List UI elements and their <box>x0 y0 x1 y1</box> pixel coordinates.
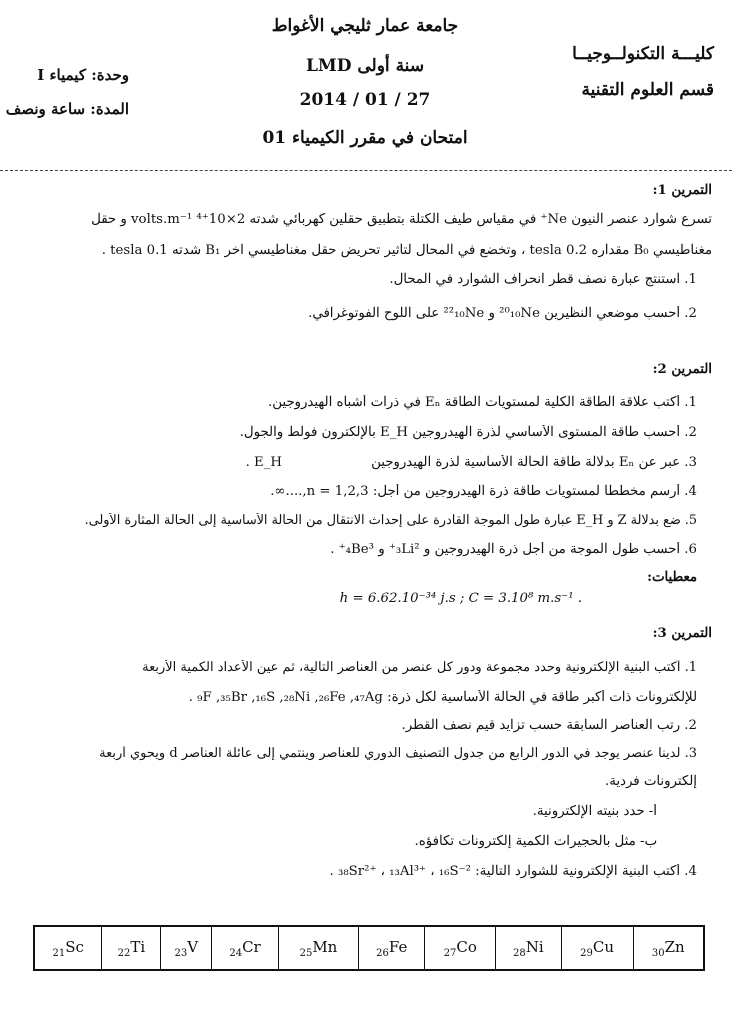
exercise-2-question-5: 5. ضع بدلالة Z و E_H عبارة طول الموجة القادرة على إحداث الانتقال من الحالة الأساسية إلى الحالة المثارة الأولى. <box>84 513 697 528</box>
exercise-2-question-6: 6. أحسب طول الموجة من أجل ذرة الهيدروجين و ₃Li²⁺ و ₄Be³⁺ . <box>330 542 697 557</box>
element-symbol: Cr <box>242 937 261 956</box>
element-symbol: Cu <box>592 937 614 956</box>
element-cell <box>561 926 633 970</box>
exercise-3-question-3: 3. لدينا عنصر يوجد في الدور الرابع من جدول التصنيف الدوري للعناصر وينتمي إلى عائلة العناصر d ويحوي أربعة <box>99 746 697 761</box>
atomic-number: 30 <box>651 947 665 959</box>
exercise-3-question-1: 1. أكتب البنية الإلكترونية وحدد مجموعة ودور كل عنصر من العناصر التالية، ثم عين الأعداد الكمية الأربعة <box>142 660 697 675</box>
exam-title: امتحان في مقرر الكيمياء 01 <box>262 128 468 148</box>
atomic-number: 21 <box>52 947 66 959</box>
atomic-number: 28 <box>513 947 526 959</box>
element-cell <box>425 926 496 970</box>
element-cell <box>633 926 704 970</box>
atomic-number: 26 <box>376 947 389 959</box>
atomic-number: 25 <box>299 947 313 959</box>
exercise-2-question-4: 4. أرسم مخططا لمستويات طاقة ذرة الهيدروجين من أجل: n = 1,2,3,....∞. <box>270 484 697 499</box>
element-cell <box>359 926 425 970</box>
exercise-1-question-1: 1. استنتج عبارة نصف قطر انحراف الشوارد في المحال. <box>389 272 697 287</box>
elements-row <box>34 926 704 970</box>
exercise-2-question-2: 2. أحسب طاقة المستوى الأساسي لذرة الهيدروجين E_H بالإلكترون فولط والجول. <box>239 425 697 440</box>
element-cell <box>212 926 279 970</box>
atomic-number: 23 <box>174 947 188 959</box>
transition-elements-table <box>33 925 705 971</box>
module-name: وحدة: كيمياء I <box>37 66 129 84</box>
exercise-2-question-3-symbol: E_H . <box>245 455 282 470</box>
exercise-3-question-3-continued: إلكترونات فردية. <box>604 774 697 789</box>
exercise-1-title: التمرين 1: <box>652 183 712 198</box>
exercise-3-question-2: 2. رتب العناصر السابقة حسب تزايد قيم نصف القطر. <box>401 718 697 733</box>
element-symbol: Co <box>456 937 477 956</box>
exam-duration: المدة: ساعة ونصف <box>5 100 129 118</box>
exercise-3-title: التمرين 3: <box>652 626 712 641</box>
exercise-1-question-2: 2. أحسب موضعي النظيرين ²⁰₁₀Ne و ²²₁₀Ne على اللوح الفوتوغرافي. <box>308 306 697 321</box>
university-name: جامعة عمار ثليجي الأغواط <box>271 16 459 36</box>
faculty-name: كليـــة التكنولــوجيــا <box>572 44 714 64</box>
element-symbol: Ti <box>130 937 146 956</box>
exercise-3-question-1-continued: للإلكترونات ذات أكبر طاقة في الحالة الأساسية لكل ذرة: ₉F ,₃₅Br ,₁₆S ,₂₈Ni ,₂₆Fe ,₄₇Ag . <box>188 690 697 705</box>
element-symbol: Zn <box>664 937 685 956</box>
exercise-3-question-3-part-a: أ- حدد بنيته الإلكترونية. <box>532 804 657 819</box>
exercise-2-title: التمرين 2: <box>652 362 712 377</box>
study-year: سنة أولى LMD <box>305 56 425 76</box>
exercise-2-question-3: 3. عبر عن Eₙ بدلالة طاقة الحالة الأساسية لذرة الهيدروجين <box>371 455 697 470</box>
element-symbol: Sc <box>65 937 84 956</box>
exercise-3-question-4: 4. أكتب البنية الإلكترونية للشوارد التالية: ₃₈Sr²⁺ ، ₁₃Al³⁺ ، ₁₆S⁻² . <box>329 864 697 879</box>
element-cell <box>161 926 212 970</box>
exercise-2-question-1: 1. أكتب علاقة الطاقة الكلية لمستويات الطاقة Eₙ في ذرات أشباه الهيدروجين. <box>267 395 697 410</box>
exercise-3-question-3-part-b: ب- مثل بالحجيرات الكمية إلكترونات تكافؤه. <box>414 834 657 849</box>
atomic-number: 24 <box>229 947 243 959</box>
given-constants: h = 6.62.10⁻³⁴ j.s ; C = 3.10⁸ m.s⁻¹ . <box>339 591 582 606</box>
element-symbol: Fe <box>388 937 408 956</box>
element-cell <box>102 926 161 970</box>
department-name: قسم العلوم التقنية <box>581 80 714 100</box>
exercise-1-intro-line-1: تسرع شوارد عنصر النيون Ne⁺ في مقياس طيف الكتلة بتطبيق حقلين كهربائي شدته 2×10⁺⁴ volts.m⁻¹ و حقل <box>91 212 712 227</box>
atomic-number: 22 <box>117 947 131 959</box>
exam-date: 2014 / 01 / 27 <box>299 90 431 110</box>
element-cell <box>496 926 561 970</box>
element-symbol: Ni <box>525 937 544 956</box>
element-cell <box>34 926 102 970</box>
element-symbol: Mn <box>312 937 338 956</box>
atomic-number: 27 <box>443 947 457 959</box>
exercise-1-intro-line-2: مغناطيسي B₀ مقداره 0.2 tesla ، وتخضع في المحال لتأثير تحريض حقل مغناطيسي آخر B₁ شدته 0.1 tesla . <box>101 243 712 258</box>
given-data-label: معطيات: <box>647 570 697 585</box>
atomic-number: 29 <box>580 947 593 959</box>
element-symbol: V <box>187 937 199 956</box>
element-cell <box>278 926 358 970</box>
header-divider <box>0 170 732 171</box>
